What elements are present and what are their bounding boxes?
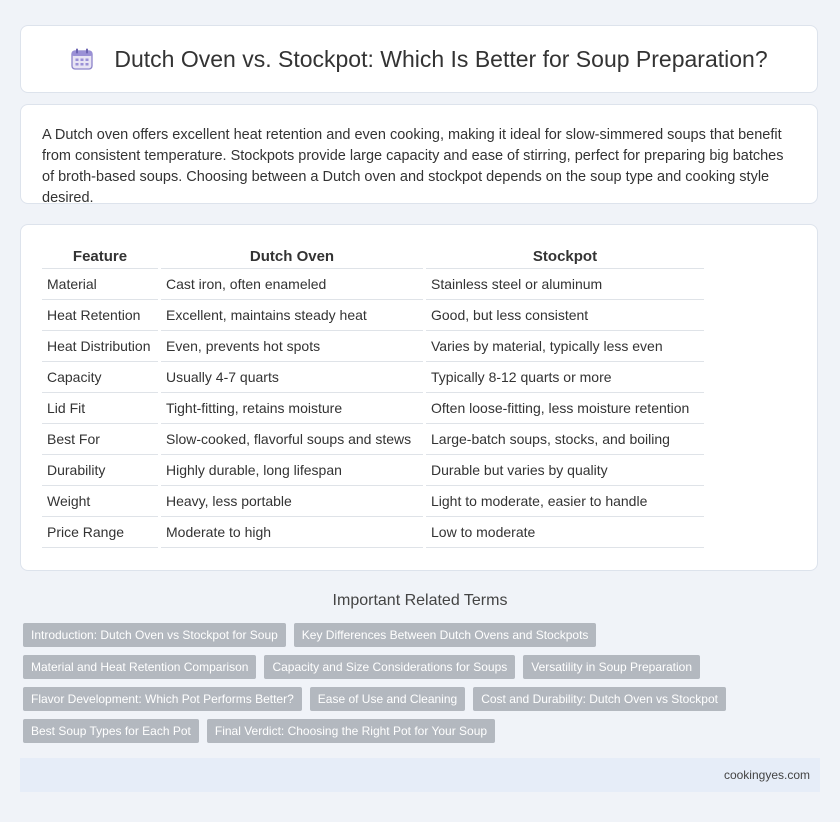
footer-site-link[interactable]: cookingyes.com xyxy=(723,768,810,782)
row-dutch-oven: Usually 4-7 quarts xyxy=(161,362,423,393)
row-dutch-oven: Tight-fitting, retains moisture xyxy=(161,393,423,424)
table-row xyxy=(42,455,704,486)
table-row xyxy=(42,300,704,331)
header-feature: Feature xyxy=(42,244,158,269)
row-stockpot: Often loose-fitting, less moisture retention xyxy=(426,393,704,424)
related-tag[interactable]: Versatility in Soup Preparation xyxy=(523,655,700,679)
row-feature: Lid Fit xyxy=(42,393,158,424)
row-stockpot: Good, but less consistent xyxy=(426,300,704,331)
table-row xyxy=(42,424,704,455)
related-tag[interactable]: Best Soup Types for Each Pot xyxy=(23,719,199,743)
related-tag[interactable]: Material and Heat Retention Comparison xyxy=(23,655,256,679)
row-dutch-oven: Highly durable, long lifespan xyxy=(161,455,423,486)
row-stockpot: Light to moderate, easier to handle xyxy=(426,486,704,517)
row-feature: Price Range xyxy=(42,517,158,548)
row-stockpot: Large-batch soups, stocks, and boiling xyxy=(426,424,704,455)
related-tag[interactable]: Ease of Use and Cleaning xyxy=(310,687,465,711)
related-tag[interactable]: Cost and Durability: Dutch Oven vs Stockpot xyxy=(473,687,726,711)
table-row xyxy=(42,269,704,300)
row-feature: Heat Retention xyxy=(42,300,158,331)
intro-paragraph: A Dutch oven offers excellent heat retention and even cooking, making it ideal for slow-simmered soups that benefit from consistent temperature. Stockpots provide large capacity and ease of stirring, perfect for preparing big batches of broth-based soups. Choosing between a Dutch oven and stockpot depends on the soup type and cooking style desired. xyxy=(42,127,784,206)
intro-card xyxy=(20,104,818,204)
row-dutch-oven: Cast iron, often enameled xyxy=(161,269,423,300)
table-row xyxy=(42,362,704,393)
related-tag[interactable]: Capacity and Size Considerations for Soups xyxy=(264,655,515,679)
row-feature: Material xyxy=(42,269,158,300)
row-stockpot: Durable but varies by quality xyxy=(426,455,704,486)
row-feature: Capacity xyxy=(42,362,158,393)
row-stockpot: Low to moderate xyxy=(426,517,704,548)
row-dutch-oven: Slow-cooked, flavorful soups and stews xyxy=(161,424,423,455)
row-feature: Durability xyxy=(42,455,158,486)
header-card xyxy=(20,25,818,93)
table-row xyxy=(42,393,704,424)
related-tag[interactable]: Flavor Development: Which Pot Performs Better? xyxy=(23,687,302,711)
related-tag[interactable]: Key Differences Between Dutch Ovens and Stockpots xyxy=(294,623,597,647)
header-stockpot: Stockpot xyxy=(426,244,704,269)
comparison-table-card xyxy=(20,224,818,571)
row-dutch-oven: Even, prevents hot spots xyxy=(161,331,423,362)
calendar-icon xyxy=(70,47,94,71)
related-terms-title: Important Related Terms xyxy=(332,592,508,609)
row-stockpot: Typically 8-12 quarts or more xyxy=(426,362,704,393)
comparison-table xyxy=(39,244,707,548)
table-row xyxy=(42,486,704,517)
table-header-row xyxy=(42,244,704,269)
related-tag[interactable]: Introduction: Dutch Oven vs Stockpot for Soup xyxy=(23,623,286,647)
title-wrap xyxy=(70,46,767,73)
row-feature: Weight xyxy=(42,486,158,517)
row-feature: Best For xyxy=(42,424,158,455)
row-dutch-oven: Excellent, maintains steady heat xyxy=(161,300,423,331)
table-row xyxy=(42,331,704,362)
related-terms-tags xyxy=(23,623,783,743)
row-stockpot: Stainless steel or aluminum xyxy=(426,269,704,300)
row-stockpot: Varies by material, typically less even xyxy=(426,331,704,362)
page-title: Dutch Oven vs. Stockpot: Which Is Better for Soup Preparation? xyxy=(114,45,768,72)
footer xyxy=(20,758,820,792)
header-dutch-oven: Dutch Oven xyxy=(161,244,423,269)
row-feature: Heat Distribution xyxy=(42,331,158,362)
table-row xyxy=(42,517,704,548)
row-dutch-oven: Heavy, less portable xyxy=(161,486,423,517)
row-dutch-oven: Moderate to high xyxy=(161,517,423,548)
related-tag[interactable]: Final Verdict: Choosing the Right Pot for Your Soup xyxy=(207,719,495,743)
